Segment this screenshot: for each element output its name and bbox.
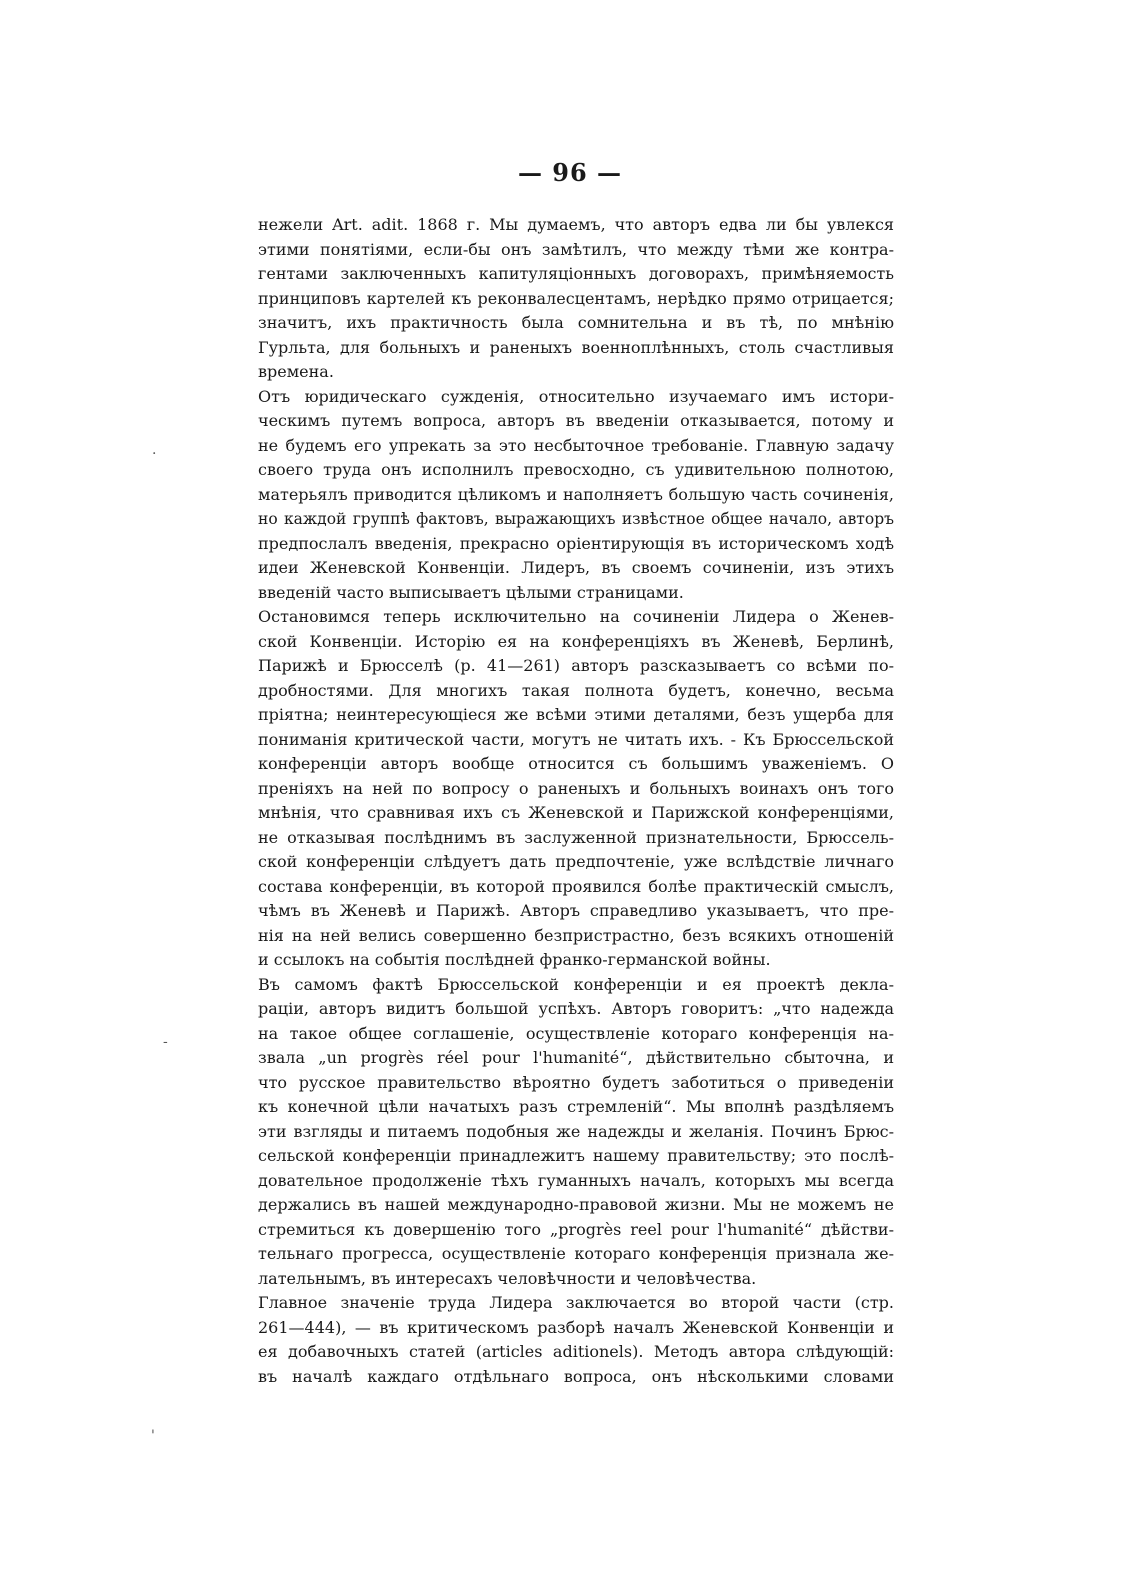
text-line: раціи, авторъ видитъ большой успѣхъ. Авторъ говоритъ: „что надежда xyxy=(258,999,894,1018)
text-line: Въ самомъ фактѣ Брюссельской конференціи и ея проектѣ декла- xyxy=(258,974,894,994)
text-line: значитъ, ихъ практичность была сомнительна и въ тѣ, по мнѣнію xyxy=(258,313,894,332)
text-line: въ началѣ каждаго отдѣльнаго вопроса, онъ нѣсколькими словами xyxy=(258,1366,894,1386)
text-line: дробностями. Для многихъ такая полнота будетъ, конечно, весьма xyxy=(258,680,894,700)
text-line: 261—444), — въ критическомъ разборѣ началъ Женевской Конвенціи и xyxy=(258,1317,894,1337)
text-line: идеи Женевской Конвенціи. Лидеръ, въ своемъ сочиненіи, изъ этихъ xyxy=(258,558,894,577)
text-line: ской Конвенціи. Исторію ея на конференціяхъ въ Женевѣ, Берлинѣ, xyxy=(258,631,894,651)
text-line: нежели Art. adit. 1868 г. Мы думаемъ, что авторъ едва ли бы увлекся xyxy=(258,215,894,234)
text-line: нія на ней велись совершенно безпристрастно, безъ всякихъ отношеній xyxy=(258,925,894,945)
text-line: состава конференціи, въ которой проявился болѣе практическій смыслъ, xyxy=(258,876,894,896)
text-line: Остановимся теперь исключительно на сочиненіи Лидера о Женев- xyxy=(258,607,894,626)
text-line: принциповъ картелей къ реконвалесцентамъ, нерѣдко прямо отрицается; xyxy=(258,288,894,308)
text-line: лательнымъ, въ интересахъ человѣчности и человѣчества. xyxy=(258,1268,757,1288)
text-line: ея добавочныхъ статей (articles aditionels). Методъ автора слѣдующій: xyxy=(258,1342,894,1361)
page-number: — 96 — xyxy=(517,158,623,187)
text-line: Парижѣ и Брюсселѣ (p. 41—261) авторъ разсказываетъ со всѣми по- xyxy=(258,656,894,675)
text-line: къ конечной цѣли начатыхъ разъ стремленій“. Мы вполнѣ раздѣляемъ xyxy=(258,1097,894,1116)
text-line: звала „un progrès réel pour l'humanité“, дѣйствительно сбыточна, и xyxy=(258,1048,894,1067)
text-line: мнѣнія, что сравнивая ихъ съ Женевской и Парижской конференціями, xyxy=(258,803,894,822)
margin-mark: ' xyxy=(151,1428,155,1444)
text-line: ческимъ путемъ вопроса, авторъ въ введеніи отказывается, потому и xyxy=(258,411,894,430)
text-line: держались въ нашей международно-правовой жизни. Мы не можемъ не xyxy=(258,1195,894,1214)
text-line: гентами заключенныхъ капитуляціонныхъ договорахъ, примѣняемость xyxy=(258,264,894,283)
text-line: этими понятіями, если-бы онъ замѣтилъ, что между тѣми же контра- xyxy=(258,239,894,259)
margin-mark: · xyxy=(152,446,157,462)
text-line: довательное продолженіе тѣхъ гуманныхъ началъ, которыхъ мы всегда xyxy=(258,1170,894,1190)
text-line: матерьялъ приводится цѣликомъ и наполняетъ большую часть сочиненія, xyxy=(258,484,894,504)
text-line: но каждой группѣ фактовъ, выражающихъ извѣстное общее начало, авторъ xyxy=(258,510,894,528)
text-line: эти взгляды и питаемъ подобныя же надежды и желанія. Починъ Брюс- xyxy=(258,1121,894,1141)
text-line: преніяхъ на ней по вопросу о раненыхъ и больныхъ воинахъ онъ того xyxy=(258,778,894,798)
text-line: ской конференціи слѣдуетъ дать предпочтеніе, уже вслѣдствіе личнаго xyxy=(258,852,894,871)
text-line: Отъ юридическаго сужденія, относительно изучаемаго имъ истори- xyxy=(258,386,894,406)
margin-mark: - xyxy=(163,1034,168,1050)
text-line: предпослалъ введенія, прекрасно оріентирующія въ историческомъ ходѣ xyxy=(258,533,894,553)
text-line: времена. xyxy=(258,362,334,381)
text-line: пониманія критической части, могутъ не читать ихъ. - Къ Брюссельской xyxy=(258,729,894,749)
text-line: своего труда онъ исполнилъ превосходно, съ удивительною полнотою, xyxy=(258,460,894,479)
text-line: не будемъ его упрекать за это несбыточное требованіе. Главную задачу xyxy=(258,435,894,455)
text-line: сельской конференціи принадлежитъ нашему правительству; это послѣ- xyxy=(258,1146,894,1165)
text-line: пріятна; неинтересующіеся же всѣми этими деталями, безъ ущерба для xyxy=(258,705,894,724)
text-line: тельнаго прогресса, осуществленіе котораго конференція признала же- xyxy=(258,1244,894,1263)
text-line: введеній часто выписываетъ цѣлыми страницами. xyxy=(258,582,684,602)
text-line: на такое общее соглашеніе, осуществленіе котораго конференція на- xyxy=(258,1023,894,1043)
body-text xyxy=(258,213,894,1389)
text-line: стремиться къ довершенію того „progrès reel pour l'humanité“ дѣйстви- xyxy=(258,1219,894,1239)
text-line: Главное значеніе труда Лидера заключается во второй части (стр. xyxy=(258,1293,894,1312)
text-line: конференціи авторъ вообще относится съ большимъ уваженіемъ. О xyxy=(258,754,894,773)
text-line: и ссылокъ на событія послѣдней франко-германской войны. xyxy=(258,950,771,969)
text-line: не отказывая послѣднимъ въ заслуженной признательности, Брюссель- xyxy=(258,827,894,847)
text-line: чѣмъ въ Женевѣ и Парижѣ. Авторъ справедливо указываетъ, что пре- xyxy=(258,901,894,920)
text-line: Гурльта, для больныхъ и раненыхъ военноплѣнныхъ, столь счастливыя xyxy=(258,337,894,357)
text-line: что русское правительство вѣроятно будетъ заботиться о приведеніи xyxy=(258,1072,894,1092)
